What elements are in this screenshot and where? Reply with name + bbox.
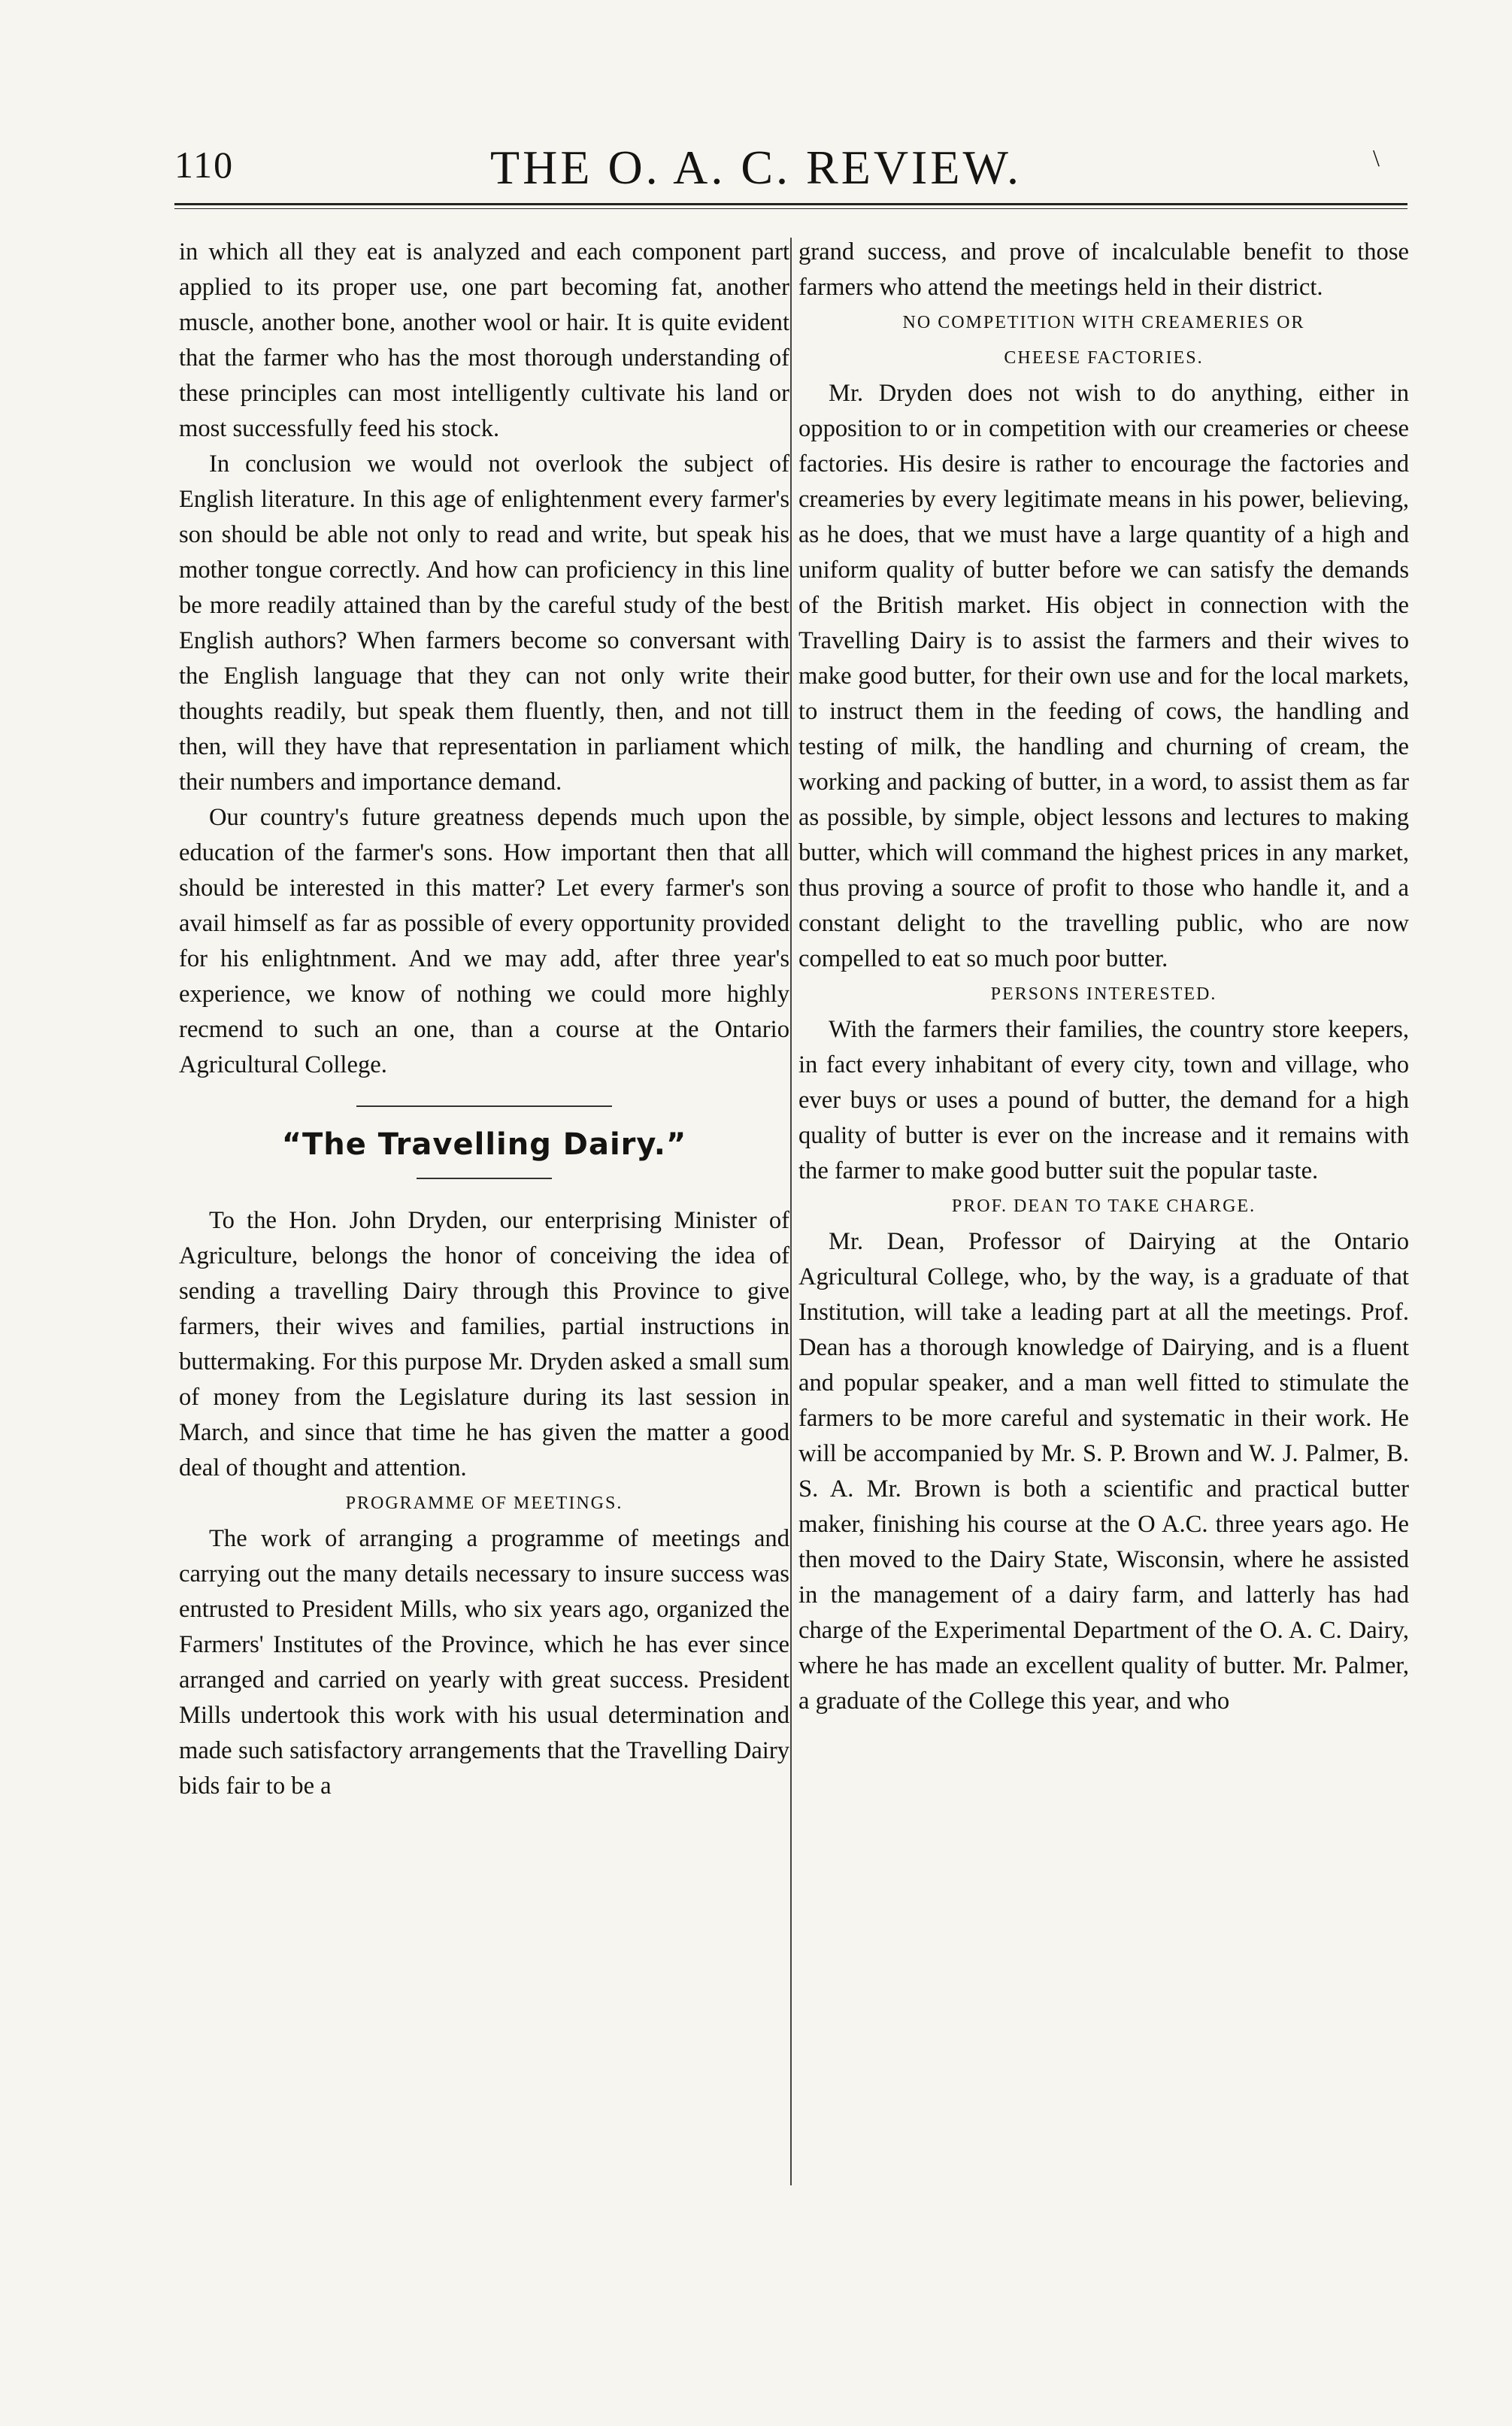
article-title: “The Travelling Dairy.” — [281, 1127, 687, 1162]
subhead-competition-line-1: NO COMPETITION WITH CREAMERIES OR — [902, 313, 1305, 332]
running-title: THE O. A. C. REVIEW. — [490, 141, 1022, 194]
right-paragraph-1: grand success, and prove of incalculable benefit to those farmers who attend the meetings held in their district. — [798, 238, 1409, 301]
left-paragraph-2: In conclusion we would not overlook the subject of English literature. In this age of enlightenment every farmer's son should be able not only to read and write, but speak his mother tongue correctly. And how can proficiency in this line be more readily attained than by the careful study of the best English authors? When farmers become so conversant with the English language that they can not only write their thoughts readily, but speak them fluently, then, and not till then, will they have that representation in parliament which their numbers and importance demand. — [179, 450, 789, 796]
left-paragraph-5: The work of arranging a programme of meetings and carrying out the many details necessary to insure success was entrusted to President Mills, who six years ago, organized the Farmers' Institutes of the Province, which he has ever since arranged and carried on yearly with great success. President Mills undertook this work with his usual determination and made such satisfactory arrangements that the Travelling Dairy bids fair to be a — [179, 1525, 789, 1800]
title-rule-top — [356, 1105, 612, 1107]
page-number: 110 — [174, 144, 235, 186]
subhead-persons: PERSONS INTERESTED. — [990, 984, 1217, 1004]
subhead-programme: PROGRAMME OF MEETINGS. — [345, 1494, 623, 1513]
right-paragraph-4: Mr. Dean, Professor of Dairying at the Ontario Agricultural College, who, by the way, is a graduate of that Institution, will take a leading part at all the meetings. Prof. Dean has a thorough knowledge of Dairying, and is a fluent and popular speaker, and a man well fitted to stimulate the farmers to be more careful and systematic in their work. He will be accompanied by Mr. S. P. Brown and W. J. Palmer, B. S. A. Mr. Brown is both a scientific and practical butter maker, finishing his course at the O A.C. three years ago. He then moved to the Dairy State, Wisconsin, where he assisted in the management of a dairy farm, and latterly has had charge of the Experimental Department of the O. A. C. Dairy, where he has made an excellent quality of butter. Mr. Palmer, a graduate of the College this year, and who — [798, 1228, 1409, 1715]
right-paragraph-3: With the farmers their families, the country store keepers, in fact every inhabitant of every city, town and village, who ever buys or uses a pound of butter, the demand for a high quality of butter is ever on the increase and it remains with the farmer to make good butter suit the popular taste. — [798, 1016, 1409, 1184]
column-divider — [790, 238, 792, 2185]
subhead-competition-line-2: CHEESE FACTORIES. — [1004, 348, 1204, 368]
left-paragraph-3: Our country's future greatness depends much upon the education of the farmer's sons. How important then that all should be interested in this matter? Let every farmer's son avail himself as far as possible of every opportunity provided for his enlightnment. And we may add, after three year's experience, we know of nothing we could more highly recmend to such an one, than a course at the Ontario Agricultural College. — [179, 804, 789, 1078]
title-rule-bottom — [417, 1178, 552, 1179]
left-paragraph-1: in which all they eat is analyzed and each component part applied to its proper use, one part becoming fat, another muscle, another bone, another wool or hair. It is quite evident that the farmer who has the most thorough understanding of these principles can most intelligently cultivate his land or most successfully feed his stock. — [179, 238, 789, 442]
corner-mark: \ — [1373, 144, 1380, 171]
left-column — [179, 235, 789, 1804]
right-column — [798, 235, 1409, 1719]
subhead-dean: PROF. DEAN TO TAKE CHARGE. — [951, 1196, 1256, 1216]
left-paragraph-4: To the Hon. John Dryden, our enterprising Minister of Agriculture, belongs the honor of conceiving the idea of sending a travelling Dairy through this Province to give farmers, their wives and families, partial instructions in buttermaking. For this purpose Mr. Dryden asked a small sum of money from the Legislature during its last session in March, and since that time he has given the matter a good deal of thought and attention. — [179, 1207, 789, 1481]
header-rule — [174, 203, 1407, 209]
right-paragraph-2: Mr. Dryden does not wish to do anything, either in opposition to or in competition with our creameries or cheese factories. His desire is rather to encourage the factories and creameries by every legitimate means in his power, believing, as he does, that we must have a large quantity of a high and uniform quality of butter before we can satisfy the demands of the British market. His object in connection with the Travelling Dairy is to assist the farmers and their wives to make good butter, for their own use and for the local markets, to instruct them in the feeding of cows, the handling and testing of milk, the handling and churning of cream, the working and packing of butter, in a word, to assist them as far as possible, by simple, object lessons and lectures to making butter, which will command the highest prices in any market, thus proving a source of profit to those who handle it, and a constant delight to the travelling public, who are now compelled to eat so much poor butter. — [798, 380, 1409, 972]
